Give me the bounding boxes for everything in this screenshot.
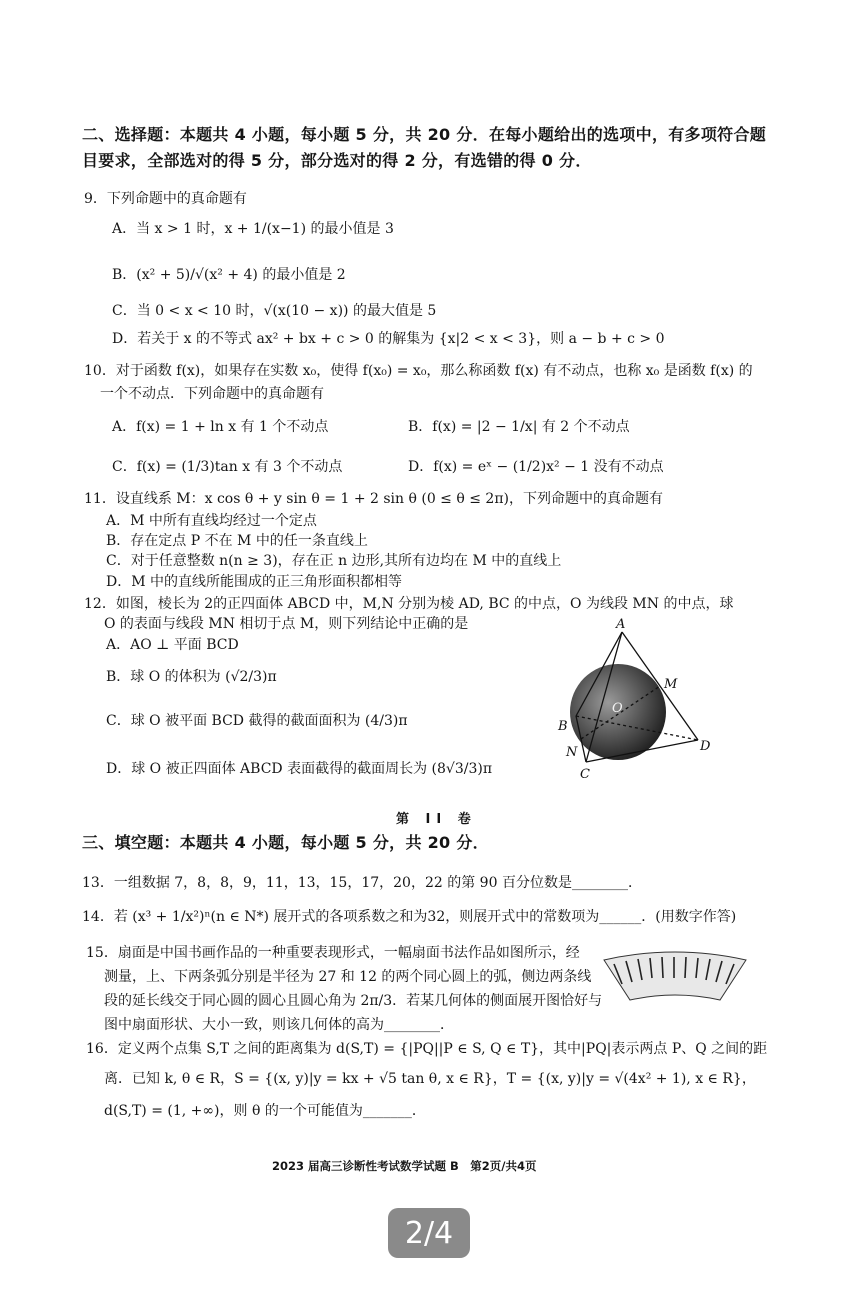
- q15-line4: 图中扇面形状、大小一致，则该几何体的高为________．: [104, 1017, 454, 1033]
- q9-option-a: A．当 x > 1 时，x + 1/(x−1) 的最小值是 3: [112, 221, 394, 237]
- q9-option-c: C．当 0 < x < 10 时，√(x(10 − x)) 的最大值是 5: [112, 303, 437, 319]
- q15-line2: 测量，上、下两条弧分别是半径为 27 和 12 的两个同心圆上的弧，侧边两条线: [104, 969, 592, 985]
- q16-line1: 16．定义两个点集 S,T 之间的距离集为 d(S,T) = {|PQ||P ∈ S, Q ∈ T}，其中|PQ|表示两点 P、Q 之间的距: [86, 1041, 768, 1057]
- q9-stem: 9．下列命题中的真命题有: [84, 191, 247, 207]
- label-m: M: [664, 677, 678, 692]
- q11-option-c: C．对于任意整数 n(n ≥ 3)，存在正 n 边形,其所有边均在 M 中的直线上: [106, 553, 562, 569]
- q12-option-b: B．球 O 的体积为 (√2/3)π: [106, 669, 277, 685]
- q16-line3: d(S,T) = (1, +∞)，则 θ 的一个可能值为_______．: [104, 1103, 426, 1119]
- section-2-heading-cont: 目要求，全部选对的得 5 分，部分选对的得 2 分，有选错的得 0 分．: [82, 151, 592, 170]
- q13: 13．一组数据 7，8，8，9，11，13，15，17，20，22 的第 90 百分位数是________．: [82, 875, 642, 891]
- q9-option-d: D．若关于 x 的不等式 ax² + bx + c > 0 的解集为 {x|2 < x < 3}，则 a − b + c > 0: [112, 331, 665, 347]
- label-d: D: [700, 739, 711, 754]
- q11-option-b: B．存在定点 P 不在 M 中的任一条直线上: [106, 533, 368, 549]
- volume-title: 第 II 卷: [396, 812, 477, 827]
- section-3-heading: 三、填空题：本题共 4 小题，每小题 5 分，共 20 分．: [82, 833, 489, 852]
- q11-option-d: D．M 中的直线所能围成的正三角形面积都相等: [106, 574, 403, 590]
- q12-option-d: D．球 O 被正四面体 ABCD 表面截得的截面周长为 (8√3/3)π: [106, 761, 493, 777]
- q12-stem: 12．如图，棱长为 2的正四面体 ABCD 中，M,N 分别为棱 AD, BC 的中点，O 为线段 MN 的中点，球: [84, 596, 734, 612]
- q10-stem-cont: 一个不动点．下列命题中的真命题有: [100, 386, 324, 402]
- q12-option-c: C．球 O 被平面 BCD 截得的截面面积为 (4/3)π: [106, 713, 408, 729]
- page-indicator: 2/4: [388, 1208, 470, 1258]
- q10-option-c: C．f(x) = (1/3)tan x 有 3 个不动点: [112, 459, 343, 475]
- q12-stem-cont: O 的表面与线段 MN 相切于点 M，则下列结论中正确的是: [104, 616, 469, 632]
- page-footer: 2023 届高三诊断性考试数学试题 B 第2页/共4页: [272, 1159, 537, 1173]
- label-a: A: [616, 617, 626, 632]
- label-o: O: [612, 701, 623, 716]
- q15-line3: 段的延长线交于同心圆的圆心且圆心角为 2π/3．若某几何体的侧面展开图恰好与: [104, 993, 603, 1009]
- label-n: N: [566, 745, 578, 760]
- q11-stem: 11．设直线系 M：x cos θ + y sin θ = 1 + 2 sin θ (0 ≤ θ ≤ 2π)，下列命题中的真命题有: [84, 491, 663, 507]
- tetrahedron-sphere-figure: [548, 612, 728, 788]
- q16-line2: 离．已知 k, θ ∈ R，S = {(x, y)|y = kx + √5 tan θ, x ∈ R}，T = {(x, y)|y = √(4x² + 1), x ∈ R}，: [104, 1071, 756, 1087]
- q10-option-b: B．f(x) = |2 − 1/x| 有 2 个不动点: [408, 419, 630, 435]
- q9-option-b: B．(x² + 5)/√(x² + 4) 的最小值是 2: [112, 267, 346, 283]
- fan-calligraphy-image: [600, 950, 750, 1006]
- q14: 14．若 (x³ + 1/x²)ⁿ(n ∈ N*) 展开式的各项系数之和为32，则展开式中的常数项为______．(用数字作答): [82, 909, 737, 925]
- q10-stem: 10．对于函数 f(x)，如果存在实数 x₀，使得 f(x₀) = x₀，那么称函数 f(x) 有不动点，也称 x₀ 是函数 f(x) 的: [84, 363, 753, 379]
- label-b: B: [558, 719, 568, 734]
- section-2-heading: 二、选择题：本题共 4 小题，每小题 5 分，共 20 分．在每小题给出的选项中，有多项符合题: [82, 125, 767, 144]
- q15-line1: 15．扇面是中国书画作品的一种重要表现形式，一幅扇面书法作品如图所示，经: [86, 945, 580, 961]
- q11-option-a: A．M 中所有直线均经过一个定点: [106, 513, 317, 529]
- q10-option-a: A．f(x) = 1 + ln x 有 1 个不动点: [112, 419, 329, 435]
- label-c: C: [580, 767, 590, 782]
- q10-option-d: D．f(x) = eˣ − (1/2)x² − 1 没有不动点: [408, 459, 664, 475]
- q12-option-a: A．AO ⊥ 平面 BCD: [106, 637, 239, 653]
